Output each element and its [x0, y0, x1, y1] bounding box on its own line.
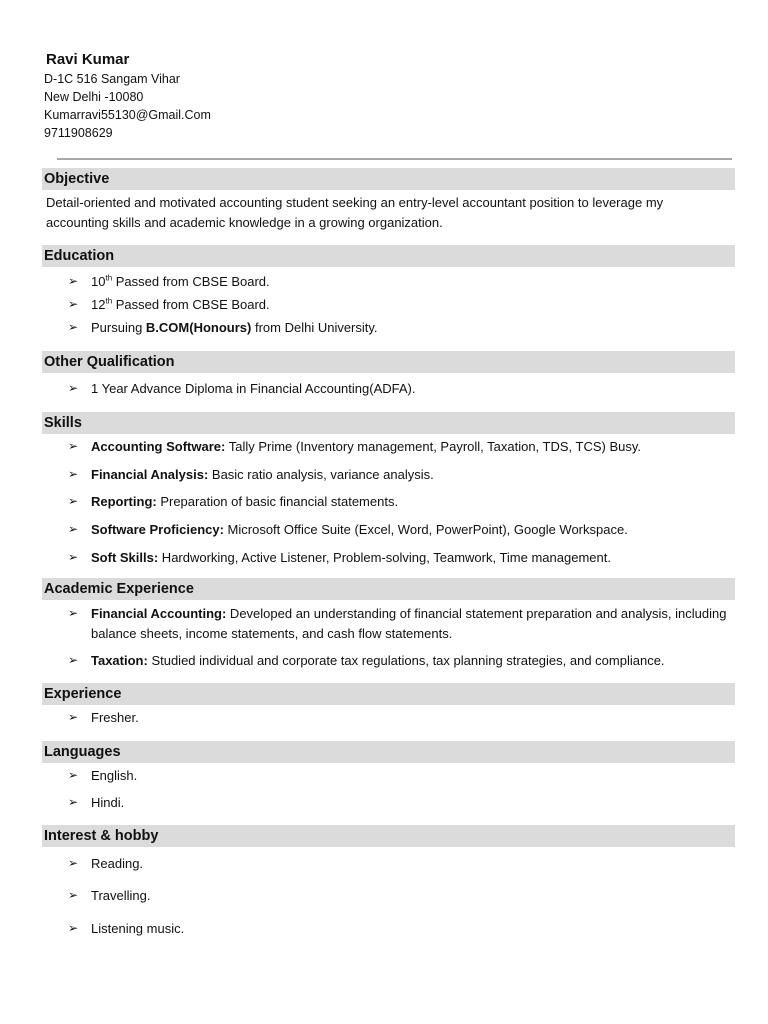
arrow-bullet-icon: ➢: [68, 439, 79, 453]
email-address: Kumarravi55130@Gmail.Com: [44, 108, 211, 122]
arrow-bullet-icon: ➢: [68, 768, 79, 782]
language-item: ➢ English.: [68, 766, 728, 786]
skill-item: ➢ Accounting Software: Tally Prime (Inventory management, Payroll, Taxation, TDS, TCS) Busy.: [68, 437, 728, 457]
academic-item: ➢ Financial Accounting: Developed an understanding of financial statement preparation and analysis, including balance sheets, income statements, and cash flow statements.: [68, 606, 727, 641]
objective-text: Detail-oriented and motivated accounting student seeking an entry-level accountant position to leverage my accounting skills and academic knowledge in a growing organization.: [46, 195, 664, 230]
phone-number: 9711908629: [44, 126, 113, 140]
interest-item: ➢ Reading.: [68, 854, 728, 874]
skills-heading: Skills: [42, 412, 735, 434]
candidate-name: Ravi Kumar: [46, 51, 130, 68]
arrow-bullet-icon: ➢: [68, 888, 79, 902]
arrow-bullet-icon: ➢: [68, 522, 79, 536]
education-item: ➢ 10th Passed from CBSE Board.: [68, 272, 728, 292]
education-item: ➢ 12th Passed from CBSE Board.: [68, 295, 728, 315]
interest-item: ➢ Travelling.: [68, 886, 728, 906]
arrow-bullet-icon: ➢: [68, 467, 79, 481]
arrow-bullet-icon: ➢: [68, 494, 79, 508]
arrow-bullet-icon: ➢: [68, 710, 79, 724]
interest-item: ➢ Listening music.: [68, 919, 728, 939]
arrow-bullet-icon: ➢: [68, 381, 79, 395]
arrow-bullet-icon: ➢: [68, 921, 79, 935]
arrow-bullet-icon: ➢: [68, 795, 79, 809]
academic-experience-heading: Academic Experience: [42, 578, 735, 600]
arrow-bullet-icon: ➢: [68, 856, 79, 870]
skill-item: ➢ Financial Analysis: Basic ratio analysis, variance analysis.: [68, 465, 728, 485]
education-heading: Education: [42, 245, 735, 267]
arrow-bullet-icon: ➢: [68, 606, 79, 620]
academic-item: ➢ Taxation: Studied individual and corporate tax regulations, tax planning strategies, and compliance.: [68, 651, 728, 671]
skill-item: ➢ Reporting: Preparation of basic financial statements.: [68, 492, 728, 512]
arrow-bullet-icon: ➢: [68, 320, 79, 334]
other-qualification-heading: Other Qualification: [42, 351, 735, 373]
language-item: ➢ Hindi.: [68, 793, 728, 813]
experience-item: ➢ Fresher.: [68, 708, 728, 728]
arrow-bullet-icon: ➢: [68, 653, 79, 667]
header-divider: [57, 158, 732, 160]
objective-heading: Objective: [42, 168, 735, 190]
skill-item: ➢ Software Proficiency: Microsoft Office Suite (Excel, Word, PowerPoint), Google Workspace.: [68, 520, 728, 540]
education-item: ➢ Pursuing B.COM(Honours) from Delhi University.: [68, 318, 728, 338]
qualification-item: ➢ 1 Year Advance Diploma in Financial Accounting(ADFA).: [68, 379, 728, 399]
skill-item: ➢ Soft Skills: Hardworking, Active Listener, Problem-solving, Teamwork, Time management.: [68, 548, 728, 568]
address-line-2: New Delhi -10080: [44, 90, 144, 104]
experience-heading: Experience: [42, 683, 735, 705]
languages-heading: Languages: [42, 741, 735, 763]
arrow-bullet-icon: ➢: [68, 297, 79, 311]
address-line-1: D-1C 516 Sangam Vihar: [44, 72, 180, 86]
arrow-bullet-icon: ➢: [68, 274, 79, 288]
interest-hobby-heading: Interest & hobby: [42, 825, 735, 847]
arrow-bullet-icon: ➢: [68, 550, 79, 564]
